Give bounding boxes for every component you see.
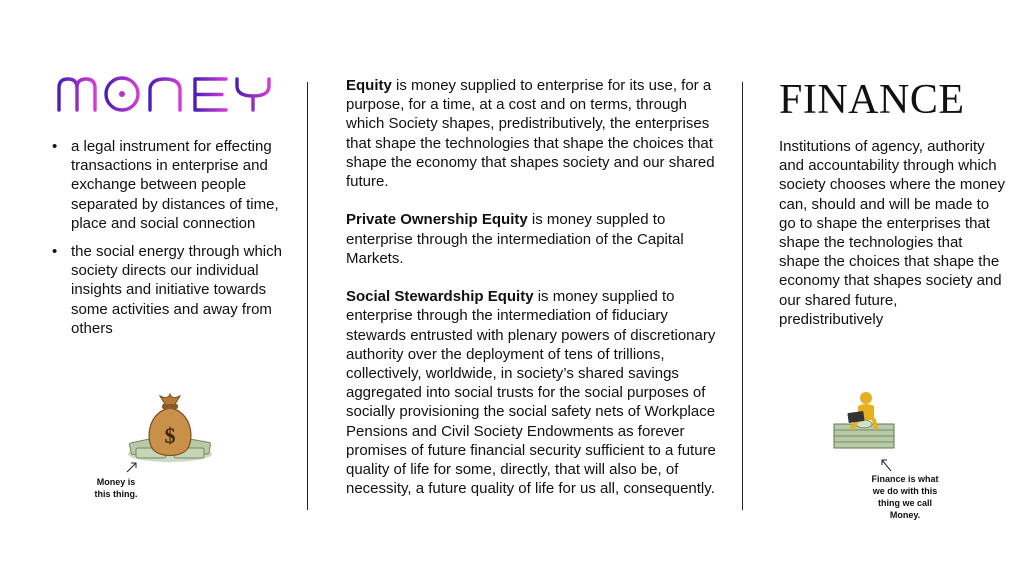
bullet: • — [52, 243, 58, 261]
cash-stack-icon — [834, 420, 894, 448]
finance-title: FINANCE — [779, 77, 965, 123]
money-definition-2: the social energy through which society directs our individual insights and initiative towards some activities and away from others — [71, 243, 282, 337]
social-stewardship-term: Social Stewardship Equity — [346, 288, 534, 306]
money-bag-icon — [149, 394, 191, 456]
social-stewardship-definition: is money supplied to enterprise through the intermediation of fiduciary stewards entrusted with plenary powers of discretionary authority over the deployment of tens of trillions, collectively, worldwide, in society’s shared savings aggregated into social trusts for the social purposes of socially provisioning the social safety nets of Workplace Pensions and Civil Society Endowments as forever promises of future financial security sufficient to a future quality of life for some, directly, that will also be, of necessity, a future quality of life for us all, consequently. — [346, 288, 716, 498]
private-ownership-paragraph — [346, 210, 716, 268]
equity-term: Equity — [346, 77, 392, 94]
equity-column — [346, 76, 716, 518]
money-definitions — [52, 137, 284, 347]
list-item — [52, 242, 284, 338]
arrow-icon — [880, 458, 892, 472]
bullet: • — [52, 138, 58, 155]
money-bag-image — [126, 388, 214, 464]
equity-definition: is money supplied to enterprise for its use, for a purpose, for a time, at a cost and on terms, through which Society shapes, predistributively, the enterprises that shape the technologies that shape the choices that shape the economy that shapes society and our shared future. — [346, 77, 715, 191]
person-on-cash-image — [832, 390, 896, 450]
money-caption: Money is this thing. — [94, 477, 138, 499]
divider-right — [742, 82, 743, 510]
finance-definition: Institutions of agency, authority and accountability through which society chooses where the money can, should and will be made to go to shape the enterprises that shape the technologies that shape the choices that shape the economy that shapes society and our shared future, predistributively — [779, 138, 1005, 328]
svg-text:$: $ — [164, 423, 176, 448]
private-ownership-definition: is money suppled to enterprise through the intermediation of the Capital Markets. — [346, 211, 684, 267]
private-ownership-term: Private Ownership Equity — [346, 211, 528, 229]
list-item — [52, 137, 284, 233]
arrow-icon — [126, 461, 138, 473]
finance-caption: Finance is what we do with this thing we call Money. — [871, 474, 939, 520]
equity-paragraph — [346, 76, 716, 191]
money-definition-1: a legal instrument for effecting transactions in enterprise and exchange between people separated by distances of time, place and social connection — [71, 138, 279, 232]
divider-left — [307, 82, 308, 510]
money-logo — [56, 74, 272, 114]
social-stewardship-paragraph — [346, 287, 716, 498]
